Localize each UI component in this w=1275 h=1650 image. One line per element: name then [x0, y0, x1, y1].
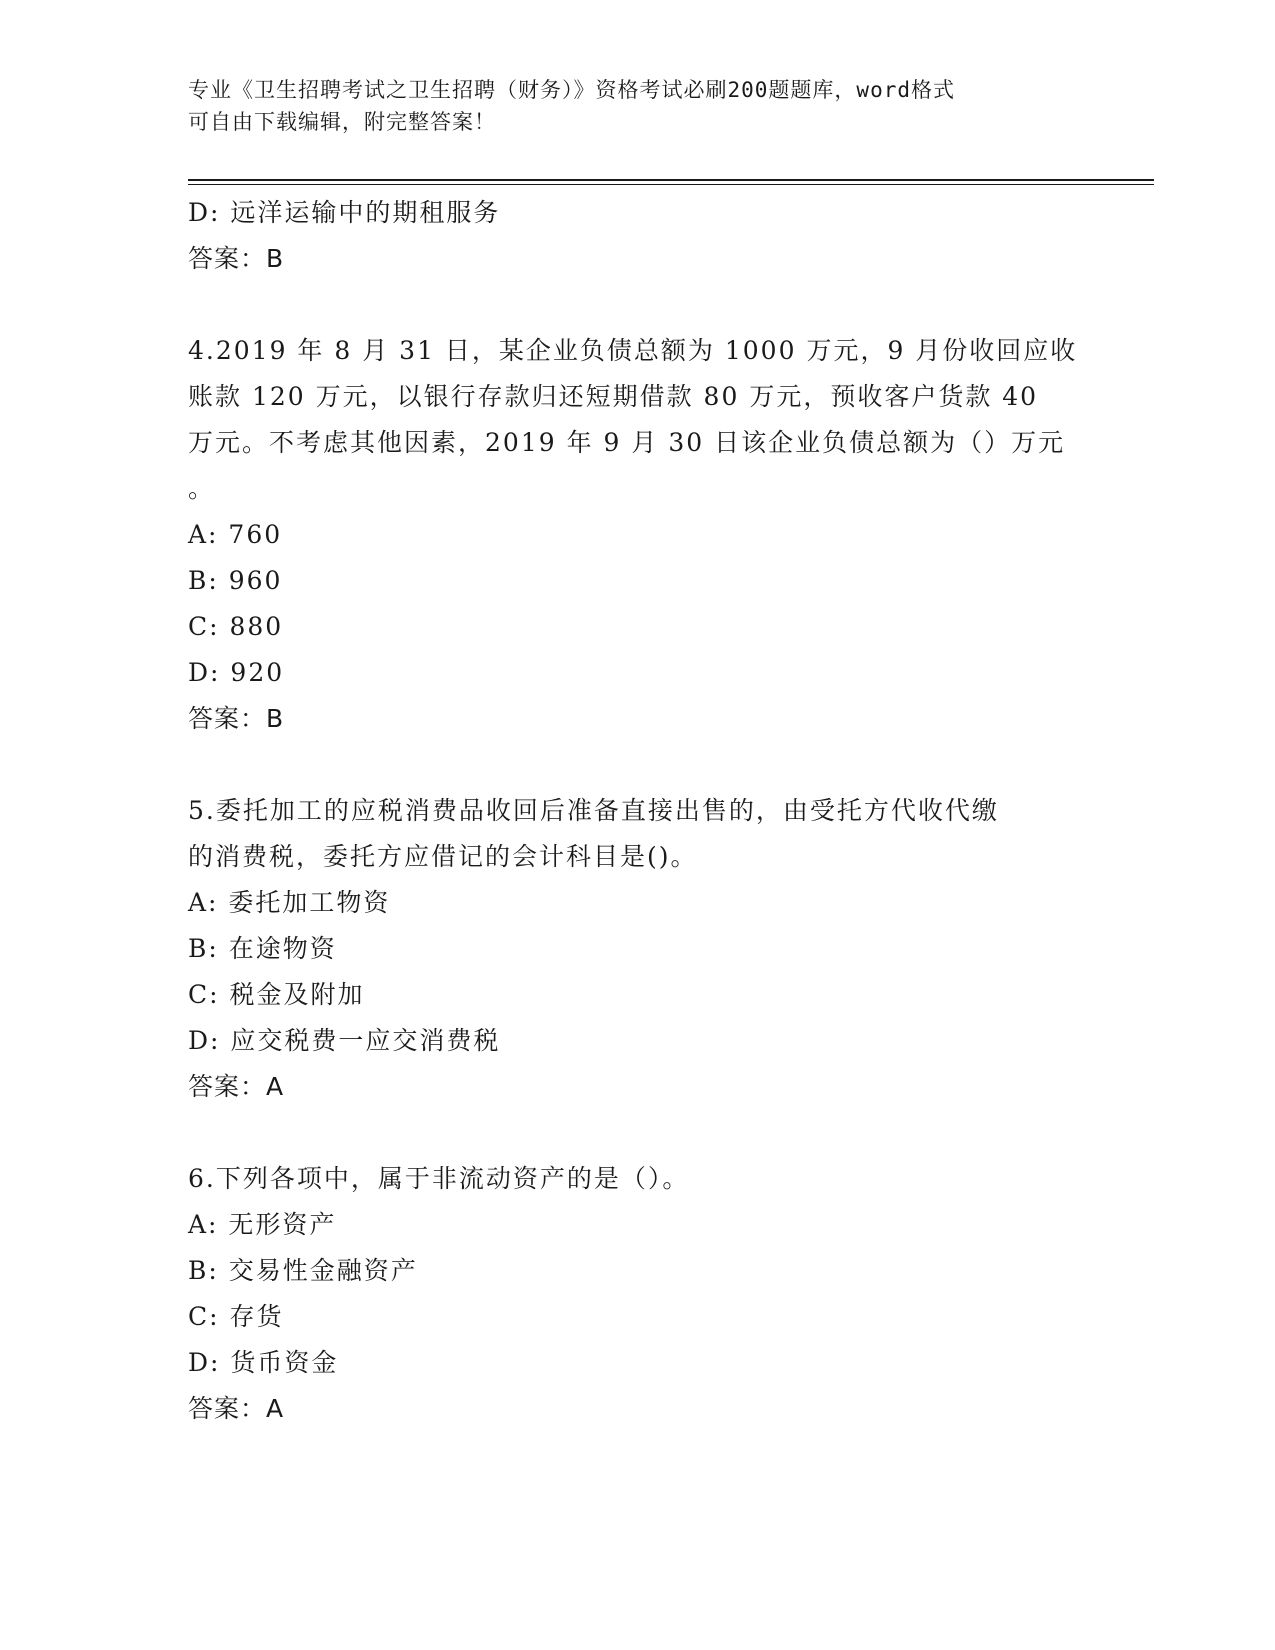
spacer — [188, 742, 1088, 788]
q6-text-line-1: 6.下列各项中，属于非流动资产的是（）。 — [188, 1164, 690, 1193]
q6-option-b: B: 交易性金融资产 — [188, 1256, 418, 1285]
q6-option-a: A: 无形资产 — [188, 1210, 337, 1239]
q4-text-line-2: 账款 120 万元，以银行存款归还短期借款 80 万元，预收客户货款 40 — [188, 382, 1039, 411]
q5-option-b: B: 在途物资 — [188, 934, 337, 963]
q5-option-c: C: 税金及附加 — [188, 980, 365, 1009]
header-line-1: 专业《卫生招聘考试之卫生招聘（财务）》资格考试必刷200题题库，word格式 — [188, 78, 955, 102]
header-line-2: 可自由下载编辑，附完整答案！ — [188, 110, 496, 134]
spacer — [188, 1110, 1088, 1156]
q6-option-d: D: 货币资金 — [188, 1348, 339, 1377]
q6-answer: 答案：A — [188, 1394, 285, 1423]
q5-answer: 答案：A — [188, 1072, 285, 1101]
q4-answer: 答案：B — [188, 704, 285, 733]
q4-text-line-3: 万元。不考虑其他因素，2019 年 9 月 30 日该企业负债总额为（）万元 — [188, 428, 1066, 457]
q4-text-line-4: 。 — [188, 474, 216, 503]
document-body — [188, 190, 1088, 1432]
header-rule-thick — [188, 179, 1154, 181]
q3-answer: 答案：B — [188, 244, 285, 273]
q5-text-line-1: 5.委托加工的应税消费品收回后准备直接出售的，由受托方代收代缴 — [188, 796, 999, 825]
q5-option-a: A: 委托加工物资 — [188, 888, 391, 917]
q6-option-c: C: 存货 — [188, 1302, 284, 1331]
header-rule-thin — [188, 184, 1154, 185]
q3-option-d: D: 远洋运输中的期租服务 — [188, 198, 501, 227]
q4-option-a: A: 760 — [188, 520, 283, 549]
document-header — [188, 74, 1088, 138]
q5-option-d: D: 应交税费一应交消费税 — [188, 1026, 501, 1055]
q4-text-line-1: 4.2019 年 8 月 31 日，某企业负债总额为 1000 万元，9 月份收回应收 — [188, 336, 1078, 365]
q4-option-b: B: 960 — [188, 566, 283, 595]
q4-option-c: C: 880 — [188, 612, 284, 641]
spacer — [188, 282, 1088, 328]
q5-text-line-2: 的消费税，委托方应借记的会计科目是()。 — [188, 842, 698, 871]
q4-option-d: D: 920 — [188, 658, 285, 687]
